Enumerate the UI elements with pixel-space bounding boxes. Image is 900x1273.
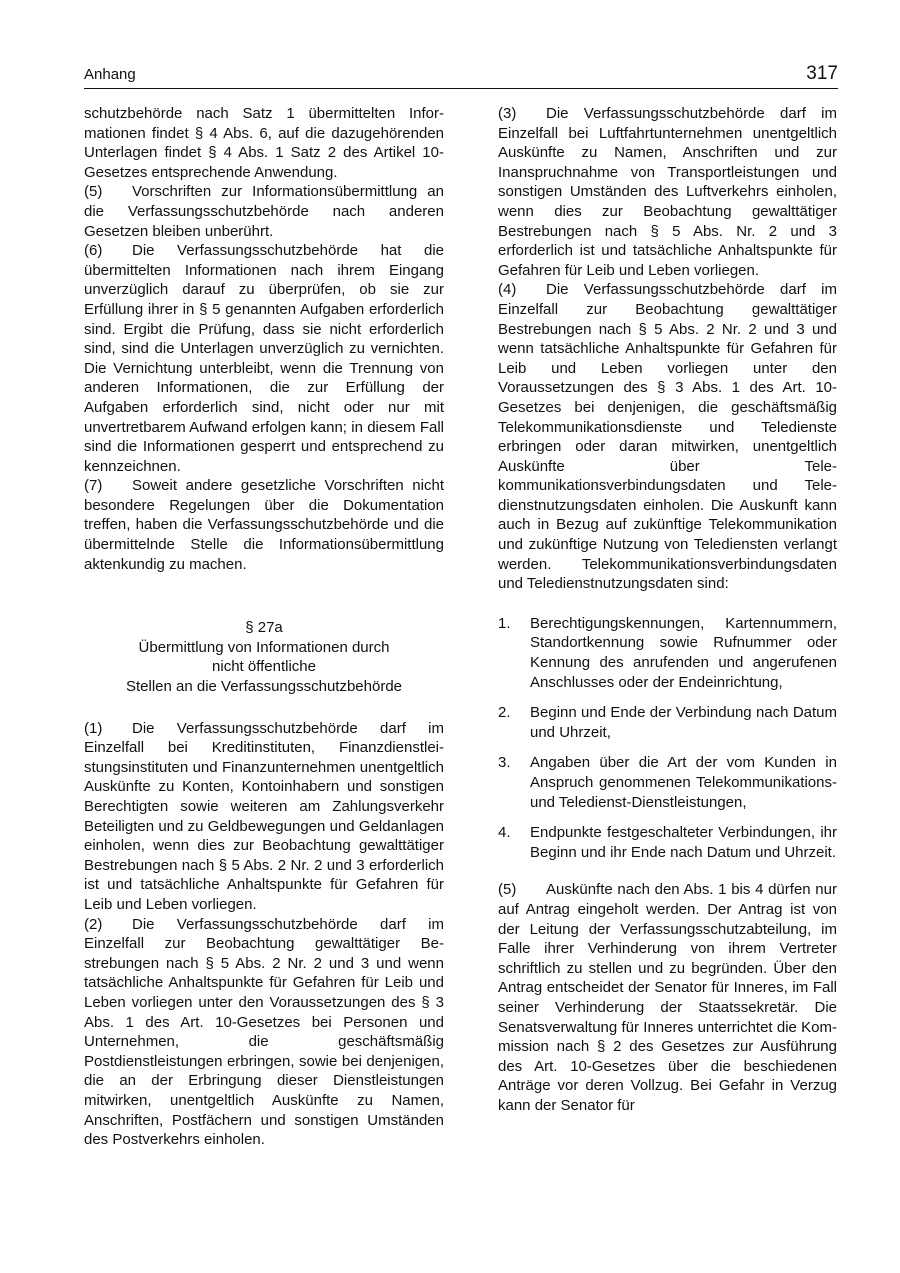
paragraph-4 (498, 280, 837, 594)
section-number: § 27a (245, 619, 283, 637)
list-item-number: 2. (498, 704, 511, 722)
paragraph-text: Soweit andere gesetzliche Vorschriften nicht besondere Regelungen über die Dokumentation treffen, haben die Verfassungsschutzbehörde und die übermittelnde Stelle die Informationsübermittlung aktenkundig zu machen. (84, 477, 444, 573)
paragraph-number: (7) (84, 477, 103, 495)
paragraph-text: Die Verfassungsschutzbehörde darf im Einzelfall bei Luftfahrtunternehmen unentgeltlich Auskünfte zu Namen, Anschriften und zur Inanspruchnahme von Transportleistungen und sonstigen Umständen des Luftverkehrs einholen, wenn dies zur Beobachtung gewalttätiger Bestrebungen nach § 5 Abs. Nr. 2 und 3 erforderlich ist und tatsächliche Anhaltspunkte für Gefahren für Leib und Leben vorliegen. (498, 105, 837, 279)
right-column (498, 104, 837, 1116)
section-title-line-1: Übermittlung von Informationen durch (138, 638, 390, 656)
list-item-text: Berechtigungskennungen, Kartennummern, Standortkennung sowie Rufnummer oder Kennung des anrufenden und angerufenen Anschlusses oder der Endeinrichtung, (530, 614, 837, 691)
paragraph-6 (84, 241, 444, 476)
list-item (498, 753, 837, 812)
left-column (84, 104, 444, 1150)
paragraph-text: Die Verfassungsschutzbehörde darf im Einzelfall bei Kreditinstituten, Finanzdienstleistungsinstituten und Finanzunternehmen unentgeltlich Auskünfte zu Konten, Kontoinhabern und sonstigen Berechtigten sowie weiteren am Zahlungsverkehr Beteiligten und zu Geldbewegungen und Geldanlagen einholen, wenn dies zur Beobachtung gewalttätiger Bestrebungen nach § 5 Abs. 2 Nr. 2 und 3 erforderlich ist und tatsächliche Anhaltspunkte für Gefahren für Leib und Leben vorliegen. (84, 719, 444, 913)
paragraph-7 (84, 476, 444, 574)
paragraph-3 (498, 104, 837, 280)
paragraph-number: (3) (498, 105, 517, 122)
paragraph-number: (4) (498, 281, 517, 299)
continuation-paragraph: schutzbehörde nach Satz 1 übermittelten Informationen findet § 4 Abs. 6, auf die dazugehörenden Unterlagen findet § 4 Abs. 1 Satz 2 des Artikel 10-Gesetzes entsprechende Anwendung. (84, 105, 444, 181)
section-heading (84, 618, 444, 696)
numbered-list (498, 614, 837, 863)
header-section-title: Anhang (84, 66, 136, 83)
list-item-text: Angaben über die Art der vom Kunden in Anspruch genommenen Telekommunikations- und Teledienst-Dienstleistungen, (530, 754, 837, 811)
list-item-number: 3. (498, 754, 511, 772)
list-item (498, 614, 837, 692)
paragraph-text: Die Verfassungsschutzbehörde darf im Einzelfall zur Beobachtung gewalttätiger Bestrebungen nach § 5 Abs. 2 Nr. 2 und 3 und wenn tatsächliche Anhaltspunkte für Gefahren für Leib und Leben vorliegen unter den Voraussetzungen des § 3 Abs. 1 des Art. 10-Gesetzes bei denjenigen, die geschäftsmäßig Telekommunikationsdienste und Teledienste erbringen oder daran mitwirken, unentgeltlich Auskünfte über Telekommunikationsverbindungsdaten und Teledienstnutzungsdaten einholen. Die Auskunft kann auch in Bezug auf zukünftige Telekommunikation und zukünftige Nutzung von Telediensten verlangt werden. Telekommunikationsverbindungsdaten und Teledienstnutzungsdaten sind: (498, 281, 837, 593)
list-item-text: Endpunkte festgeschalteter Verbindungen, ihr Beginn und ihr Ende nach Datum und Uhrzeit. (530, 824, 837, 861)
paragraph-number: (5) (498, 881, 517, 899)
list-item-number: 1. (498, 614, 511, 632)
section-title-line-2: nicht öffentliche (212, 658, 316, 676)
paragraph-number: (1) (84, 719, 103, 737)
paragraph-number: (2) (84, 915, 103, 933)
section-title-line-3: Stellen an die Verfassungsschutzbehörde (125, 678, 403, 696)
paragraph-2 (84, 915, 444, 1150)
paragraph-5 (84, 182, 444, 241)
paragraph-5-right (498, 880, 837, 1115)
running-header (84, 60, 838, 89)
paragraph-text: Auskünfte nach den Abs. 1 bis 4 dürfen nur auf Antrag eingeholt werden. Der Antrag ist von der Leitung der Verfassungsschutzabteilung, im Falle ihrer Verhinderung von ihrem Vertreter schriftlich zu stellen und zu begründen. Über den Antrag entscheidet der Senator für Inneres, im Fall seiner Verhinderung der Staatssekretär. Die Senatsverwaltung für Inneres unterrichtet die Kommission nach § 2 des Gesetzes zur Ausführung des Art. 10-Gesetzes über die beschiedenen Anträge vor deren Vollzug. Bei Gefahr in Verzug kann der Senator für (498, 881, 837, 1114)
paragraph-1 (84, 719, 444, 915)
page-number: 317 (806, 63, 838, 84)
paragraph-text: Die Verfassungsschutzbehörde darf im Einzelfall zur Beobachtung gewalttätiger Bestrebungen nach § 5 Abs. 2 Nr. 2 und 3 und wenn tatsächliche Anhaltspunkte für Gefahren für Leib und Leben vorliegen unter den Voraussetzungen des § 3 Abs. 1 des Art. 10-Gesetzes bei Personen und Unternehmen, die geschäftsmäßig Postdienstleistungen erbringen, sowie bei denjenigen, die an der Erbringung dieser Dienstleistungen mitwirken, unentgeltlich Auskünfte zu Namen, Anschriften, Postfächern und sonstigen Umständen des Postverkehrs einholen. (84, 915, 444, 1149)
paragraph-text: Die Verfassungsschutzbehörde hat die übermittelten Informationen nach ihrem Eingang unverzüglich darauf zu überprüfen, ob sie zur Erfüllung ihrer in § 5 genannten Aufgaben erforderlich sind. Ergibt die Prüfung, dass sie nicht erforderlich sind, sind die Unterlagen unverzüglich zu vernichten. Die Vernichtung unterbleibt, wenn die Trennung von anderen Informationen, die zur Erfüllung der Aufgaben erforderlich sind, nicht oder nur mit unvertretbarem Aufwand erfolgen kann; in diesem Fall sind die Informationen gesperrt und entsprechend zu kennzeichnen. (84, 242, 444, 475)
paragraph-text: Vorschriften zur Informationsübermittlung an die Verfassungsschutzbehörde nach anderen Gesetzen bleiben unberührt. (84, 183, 444, 240)
paragraph-number: (5) (84, 183, 103, 201)
list-item-text: Beginn und Ende der Verbindung nach Datum und Uhrzeit, (530, 704, 837, 741)
list-item-number: 4. (498, 824, 511, 842)
paragraph-number: (6) (84, 242, 103, 260)
list-item (498, 703, 837, 742)
list-item (498, 823, 837, 862)
